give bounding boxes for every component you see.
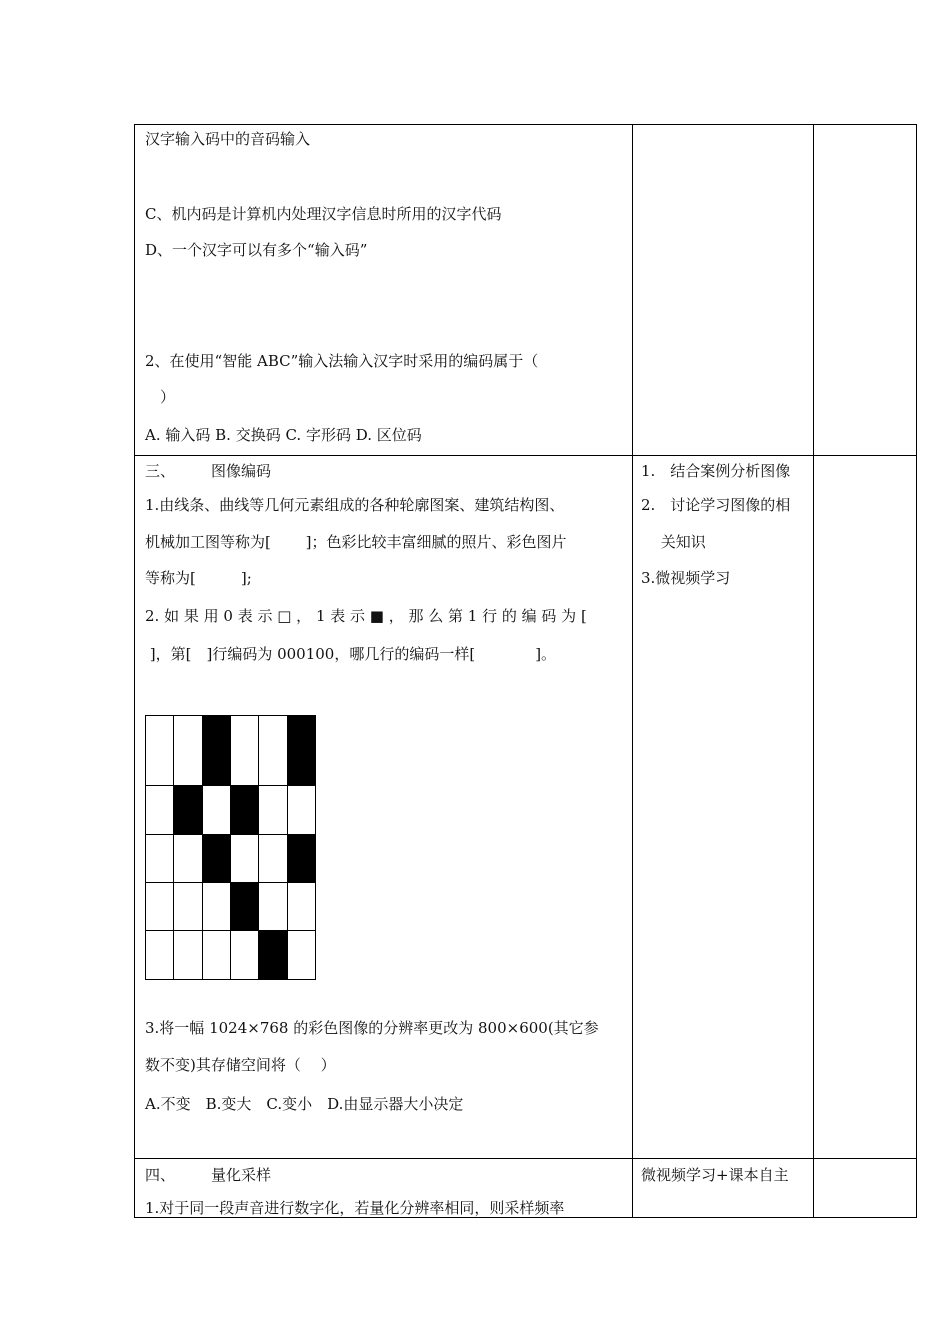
bitmap-cell: [230, 882, 260, 932]
section-number: 四、: [145, 1166, 176, 1184]
bitmap-cell: [230, 834, 260, 884]
bitmap-cell: [145, 930, 175, 980]
bitmap-cell: [258, 715, 288, 787]
bitmap-cell: [287, 834, 317, 884]
question-2: 2、在使用“智能 ABC”输入法输入汉字时采用的编码属于（: [145, 352, 539, 370]
row-divider-1: [134, 455, 917, 456]
bitmap-cell: [173, 715, 203, 787]
column-divider-2: [813, 124, 814, 1218]
question-2-cont: ）: [160, 388, 176, 406]
activity-text: 微视频学习+课本自主: [641, 1166, 789, 1184]
bitmap-cell: [145, 715, 175, 787]
question-1-line3: 等称为[ ];: [145, 569, 252, 587]
bitmap-cell: [173, 785, 203, 836]
bitmap-cell: [145, 882, 175, 932]
bitmap-cell: [145, 834, 175, 884]
bitmap-cell: [202, 715, 232, 787]
bitmap-cell: [287, 715, 317, 787]
bitmap-cell: [173, 834, 203, 884]
table-left-border: [134, 124, 135, 1218]
section-number: 三、: [145, 462, 176, 480]
activity-item-1: 1. 结合案例分析图像: [641, 462, 791, 480]
section-title: 量化采样: [211, 1166, 272, 1184]
bitmap-cell: [173, 882, 203, 932]
bitmap-cell: [258, 785, 288, 836]
section-title: 图像编码: [211, 462, 272, 480]
bitmap-cell: [287, 785, 317, 836]
question-1: 1.对于同一段声音进行数字化，若量化分辨率相同，则采样频率: [145, 1199, 565, 1217]
bitmap-grid: [145, 715, 315, 980]
bitmap-cell: [202, 785, 232, 836]
bitmap-cell: [173, 930, 203, 980]
activity-item-2-cont: 关知识: [641, 533, 706, 551]
question-3-options: A.不变 B.变大 C.变小 D.由显示器大小决定: [145, 1095, 464, 1113]
column-divider-1: [632, 124, 633, 1218]
bitmap-cell: [145, 785, 175, 836]
question-1: 1.由线条、曲线等几何元素组成的各种轮廓图案、建筑结构图、: [145, 496, 565, 514]
bitmap-cell: [202, 930, 232, 980]
table-right-border: [916, 124, 917, 1218]
question-2-line2: ]，第[ ]行编码为 000100，哪几行的编码一样[ ]。: [145, 645, 557, 663]
bitmap-cell: [258, 882, 288, 932]
bitmap-cell: [202, 882, 232, 932]
bitmap-cell: [202, 834, 232, 884]
row-divider-2: [134, 1158, 917, 1159]
bitmap-cell: [287, 882, 317, 932]
question-2: 2. 如 果 用 0 表 示 □ ， 1 表 示 ■ ， 那 么 第 1 行 的 编 码 为 [: [145, 607, 587, 625]
question-1-line2: 机械加工图等称为[ ]；色彩比较丰富细腻的照片、彩色图片: [145, 533, 567, 551]
option-d: D、一个汉字可以有多个“输入码”: [145, 241, 368, 259]
bitmap-cell: [230, 715, 260, 787]
bitmap-cell: [258, 834, 288, 884]
text-line: 汉字输入码中的音码输入: [145, 130, 311, 148]
table-top-border: [134, 124, 917, 125]
bitmap-cell: [230, 785, 260, 836]
question-3-line2: 数不变)其存储空间将（ ）: [145, 1056, 336, 1074]
option-c: C、机内码是计算机内处理汉字信息时所用的汉字代码: [145, 205, 502, 223]
question-3: 3.将一幅 1024×768 的彩色图像的分辨率更改为 800×600(其它参: [145, 1019, 599, 1037]
activity-item-2: 2. 讨论学习图像的相: [641, 496, 791, 514]
bitmap-cell: [287, 930, 317, 980]
question-2-options: A. 输入码 B. 交换码 C. 字形码 D. 区位码: [145, 426, 422, 444]
bitmap-cell: [258, 930, 288, 980]
bitmap-cell: [230, 930, 260, 980]
activity-item-3: 3.微视频学习: [641, 569, 731, 587]
